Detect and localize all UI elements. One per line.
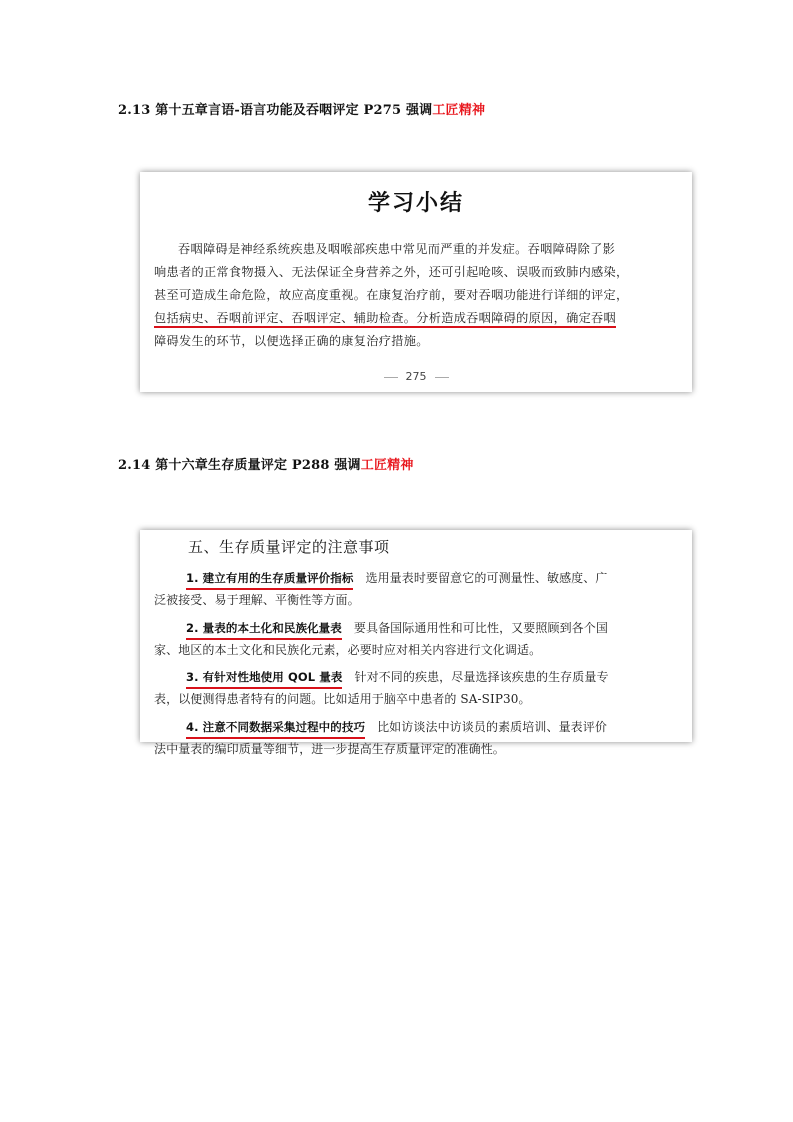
- summary-line: 甚至可造成生命危险，故应高度重视。在康复治疗前，要对吞咽功能进行详细的评定，: [154, 288, 629, 302]
- page-number: [140, 370, 692, 383]
- heading-highlight: 工匠精神: [360, 458, 414, 473]
- note-item-head: 4. 注意不同数据采集过程中的技巧: [186, 718, 365, 739]
- note-item-cont: 表，以便测得患者特有的问题。比如适用于脑卒中患者的 SA-SIP30。: [154, 692, 531, 706]
- heading-text: 2.13 第十五章言语-语言功能及吞咽评定 P275 强调: [118, 103, 433, 118]
- heading-text: 2.14 第十六章生存质量评定 P288 强调: [118, 458, 361, 473]
- notes-body: [154, 568, 682, 760]
- page-number-text: 275: [405, 370, 427, 383]
- note-item-text: 要具备国际通用性和可比性，又要照顾到各个国: [353, 620, 608, 635]
- note-item: [154, 568, 682, 590]
- summary-line: 吞咽障碍是神经系统疾患及咽喉部疾患中常见而严重的并发症。吞咽障碍除了影: [178, 242, 616, 256]
- note-item-text: 选用量表时要留意它的可测量性、敏感度、广: [365, 571, 608, 585]
- note-item: [154, 618, 682, 640]
- section-heading-2-13: [118, 99, 485, 118]
- note-item-cont: 家、地区的本土文化和民族化元素，必要时应对相关内容进行文化调适。: [154, 642, 542, 657]
- note-item-text: 针对不同的疾患，尽量选择该疾患的生存质量专: [354, 670, 609, 684]
- note-item-head: 1. 建立有用的生存质量评价指标: [186, 569, 353, 590]
- summary-line: 障碍发生的环节，以便选择正确的康复治疗措施。: [154, 334, 429, 348]
- note-item-cont: 法中量表的编印质量等细节，进一步提高生存质量评定的准确性。: [154, 741, 505, 756]
- divider: [435, 377, 449, 378]
- note-item: [154, 667, 682, 689]
- quality-of-life-notes-image: [140, 530, 692, 756]
- summary-title: 学习小结: [367, 191, 464, 216]
- note-item-head: 2. 量表的本土化和民族化量表: [186, 619, 342, 640]
- note-item-head: 3. 有针对性地使用 QOL 量表: [186, 668, 342, 689]
- summary-line-underlined: [154, 307, 678, 330]
- summary-body: [154, 238, 678, 353]
- note-item-text: 比如访谈法中访谈员的素质培训、量表评价: [377, 719, 607, 734]
- divider: [384, 377, 398, 378]
- note-item: [154, 717, 682, 739]
- summary-line: 响患者的正常食物摄入、无法保证全身营养之外，还可引起呛咳、误吸而致肺内感染，: [154, 265, 629, 279]
- heading-highlight: 工匠精神: [432, 103, 486, 118]
- underlined-text: 包括病史、吞咽前评定、吞咽评定、辅助检查。分析造成吞咽障碍的原因，确定吞咽: [154, 311, 616, 328]
- section-heading-2-14: [118, 454, 414, 473]
- study-summary-image: [140, 172, 692, 392]
- notes-title: 五、生存质量评定的注意事项: [188, 538, 390, 556]
- note-item-cont: 泛被接受、易于理解、平衡性等方面。: [154, 593, 360, 607]
